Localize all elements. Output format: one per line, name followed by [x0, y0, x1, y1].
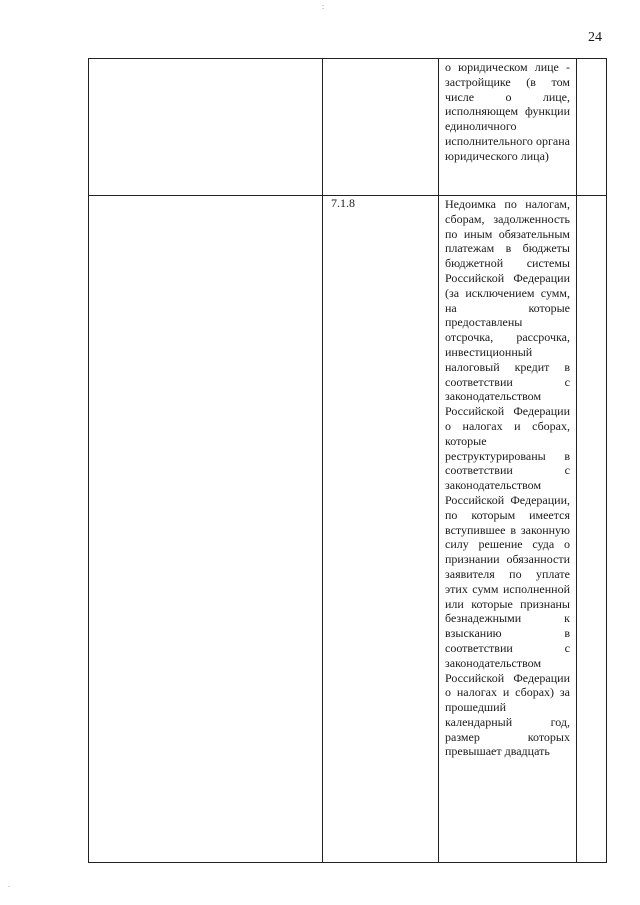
- table-cell-code: [323, 196, 439, 863]
- requirements-table: [88, 58, 607, 863]
- table-cell-empty: [89, 196, 323, 863]
- table-row: [89, 59, 607, 196]
- table-row: [89, 196, 607, 863]
- row-text: о юридическом лице - застройщике (в том числе о лице, исполняющем функции единоличного исполнительного органа юридического лица): [445, 60, 570, 163]
- table-cell-empty: [89, 59, 323, 196]
- scan-mark-top: :: [322, 2, 325, 11]
- table-cell-text: [439, 59, 577, 196]
- row-text: Недоимка по налогам, сборам, задолженность по иным обязательным платежам в бюджеты бюджетной системы Российской Федерации (за исключением сумм, на которые предоставлены отсрочка, рассрочка, инвестиционный налоговый кредит в соответствии с законодательством Российской Федерации о налогах и сборах, которые реструктурированы в соответствии с законодательством Российской Федерации, по которым имеется вступившее в законную силу решение суда о признании обязанности заявителя по уплате этих сумм исполненной или которые признаны безнадежными к взысканию в соответствии с законодательством Российской Федерации о налогах и сборах) за прошедший календарный год, размер которых превышает двадцать: [445, 197, 570, 759]
- table-cell-code: [323, 59, 439, 196]
- page-number: 24: [588, 30, 602, 45]
- table-cell-empty: [577, 59, 607, 196]
- table-cell-text: [439, 196, 577, 863]
- table-cell-empty: [577, 196, 607, 863]
- scan-mark-edge: .: [8, 880, 10, 889]
- row-code: 7.1.8: [331, 196, 355, 210]
